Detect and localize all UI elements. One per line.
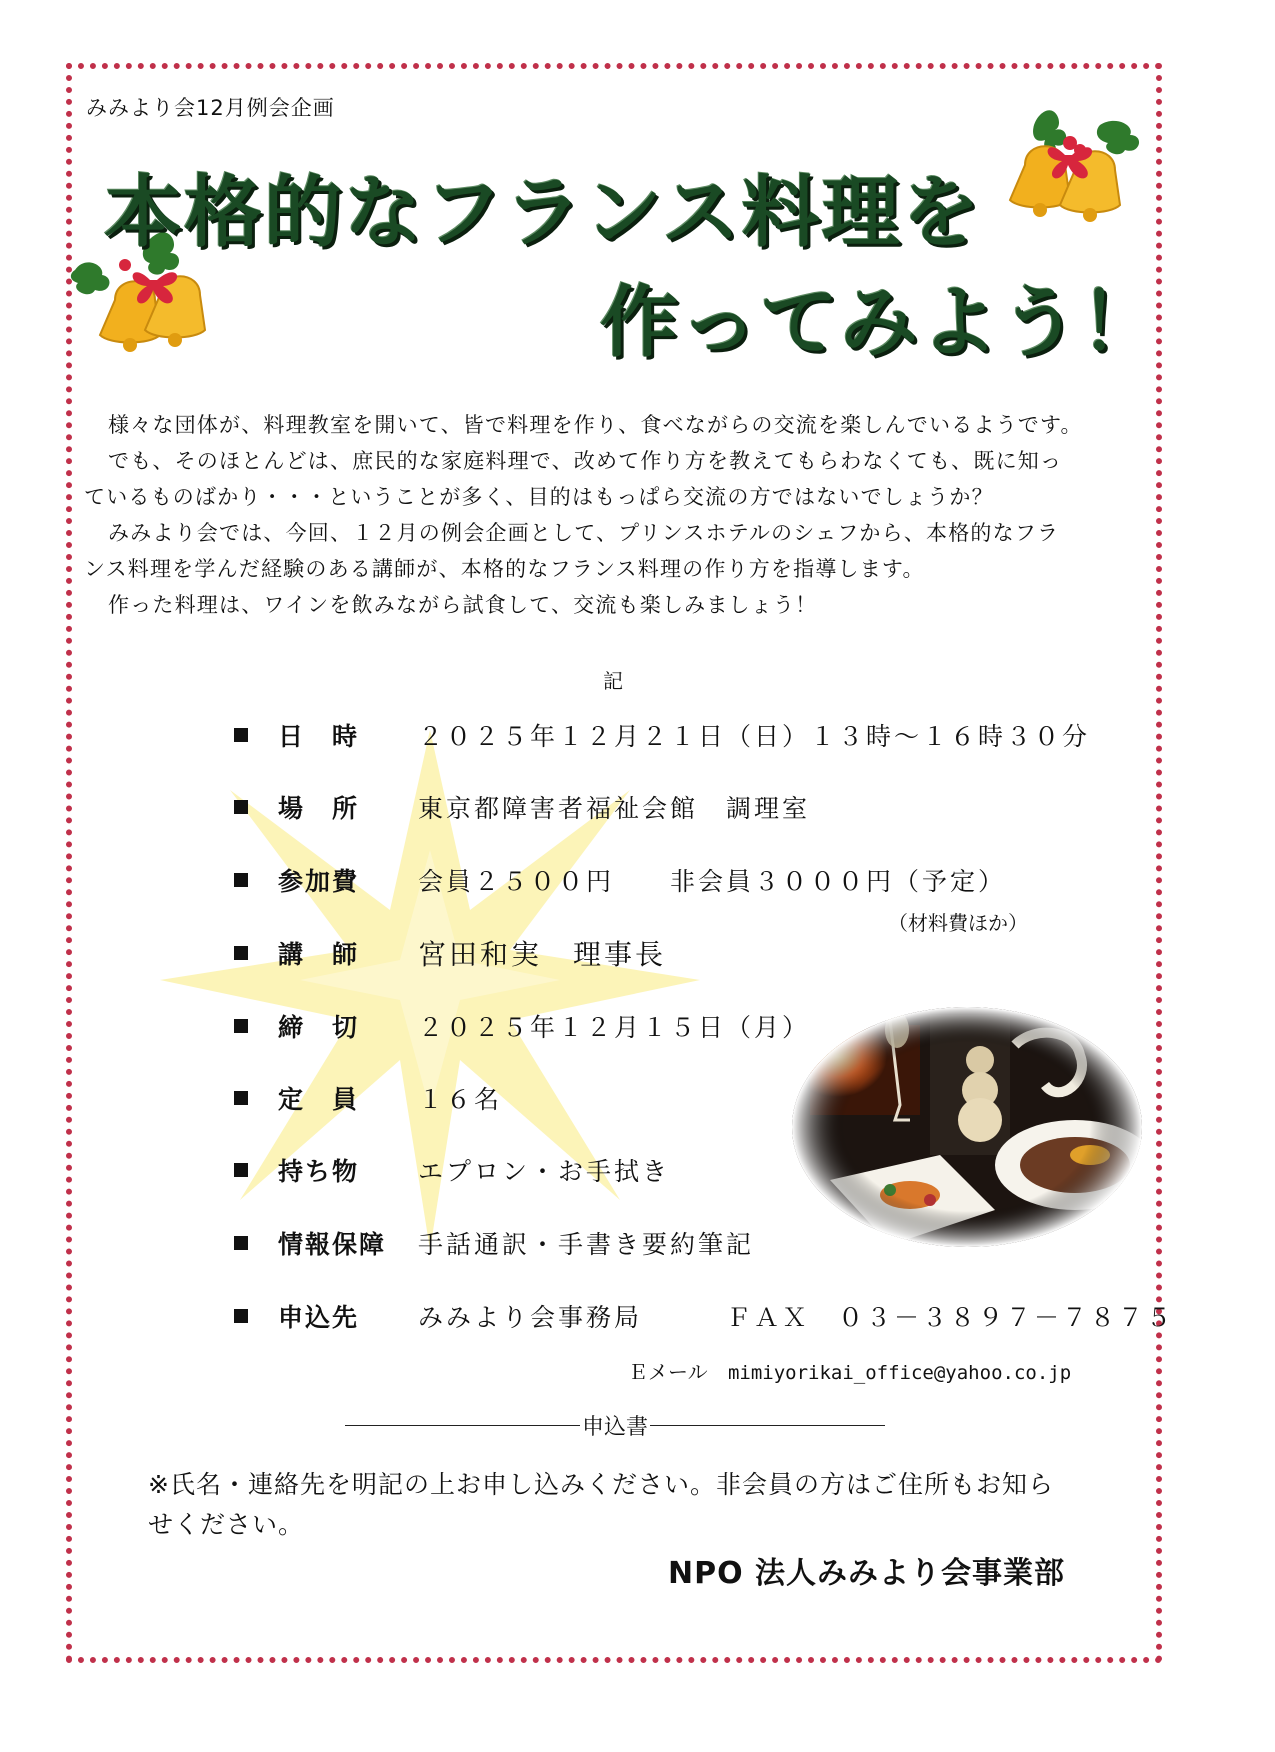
bullet-icon xyxy=(234,1236,248,1250)
email-address[interactable]: mimiyorikai_office@yahoo.co.jp xyxy=(727,1362,1072,1384)
detail-value: 会員２５００円 非会員３０００円（予定） xyxy=(418,867,1007,896)
bullet-icon xyxy=(234,728,248,742)
detail-row-instructor xyxy=(234,933,666,973)
title-line-2: 作ってみよう！ xyxy=(600,278,1161,368)
divider xyxy=(650,1425,885,1426)
intro-line: でも、そのほとんどは、庶民的な家庭料理で、改めて作り方を教えてもらわなくても、既に知っ xyxy=(108,449,1063,473)
detail-label: 情報保障 xyxy=(278,1230,387,1259)
detail-value: 東京都障害者福祉会館 調理室 xyxy=(418,794,811,823)
detail-row-place xyxy=(234,787,810,827)
detail-value: エプロン・お手拭き xyxy=(418,1157,671,1186)
detail-row-contact xyxy=(234,1296,1174,1336)
bullet-icon xyxy=(234,800,248,814)
bullet-icon xyxy=(234,1091,248,1105)
detail-value: 宮田和実 理事長 xyxy=(418,938,667,971)
application-footnote: ※氏名・連絡先を明記の上お申し込みください。非会員の方はご住所もお知らせください。 xyxy=(148,1470,1054,1539)
email-label: Ｅメール xyxy=(628,1360,708,1384)
detail-label: 場 所 xyxy=(278,794,360,823)
detail-row-deadline xyxy=(234,1006,810,1046)
application-form-heading xyxy=(345,1410,885,1441)
detail-label: 申込先 xyxy=(278,1303,360,1332)
detail-value: みみより会事務局 ＦＡＸ ０３－３８９７－７８７５ xyxy=(418,1303,1175,1332)
detail-value: ２０２５年１２月１５日（月） xyxy=(418,1013,811,1042)
dinner-photo xyxy=(790,1005,1145,1250)
bell-icon xyxy=(1000,95,1150,245)
bullet-icon xyxy=(234,873,248,887)
intro-line: ンス料理を学んだ経験のある講師が、本格的なフランス料理の作り方を指導します。 xyxy=(84,557,925,581)
organization-name: NPO 法人みみより会事業部 xyxy=(668,1556,1066,1591)
intro-line: ているものばかり・・・ということが多く、目的はもっぱら交流の方ではないでしょうか？ xyxy=(84,485,994,509)
detail-row-fee xyxy=(234,860,1006,900)
detail-label: 参加費 xyxy=(278,867,360,896)
detail-label: 定 員 xyxy=(278,1085,360,1114)
detail-value: ２０２５年１２月２１日（日）１３時～１６時３０分 xyxy=(418,722,1091,751)
intro-line: 様々な団体が、料理教室を開いて、皆で料理を作り、食べながらの交流を楽しんでいるようです。 xyxy=(108,413,1083,437)
intro-line: 作った料理は、ワインを飲みながら試食して、交流も楽しみましょう！ xyxy=(108,593,818,617)
email-line xyxy=(628,1356,1071,1385)
fee-note: （材料費ほか） xyxy=(888,911,1028,935)
detail-value: １６名 xyxy=(418,1085,503,1114)
detail-label: 持ち物 xyxy=(278,1157,360,1186)
header-note: みみより会12月例会企画 xyxy=(86,96,335,120)
detail-row-belongings xyxy=(234,1150,670,1190)
bullet-icon xyxy=(234,1019,248,1033)
intro-text xyxy=(84,407,1146,623)
intro-line: みみより会では、今回、１２月の例会企画として、プリンスホテルのシェフから、本格的なフラ xyxy=(108,521,1060,545)
ki-heading: 記 xyxy=(603,669,623,693)
form-heading: 申込書 xyxy=(582,1415,649,1440)
bullet-icon xyxy=(234,1309,248,1323)
detail-row-datetime xyxy=(234,715,1090,755)
detail-label: 講 師 xyxy=(278,940,360,969)
divider xyxy=(345,1425,580,1426)
detail-label: 締 切 xyxy=(278,1013,360,1042)
bullet-icon xyxy=(234,946,248,960)
detail-value: 手話通訳・手書き要約筆記 xyxy=(418,1230,755,1259)
detail-row-capacity xyxy=(234,1078,502,1118)
bullet-icon xyxy=(234,1163,248,1177)
detail-label: 日 時 xyxy=(278,722,360,751)
detail-row-accessibility xyxy=(234,1223,754,1263)
title-line-1: 本格的なフランス料理を xyxy=(104,168,982,258)
